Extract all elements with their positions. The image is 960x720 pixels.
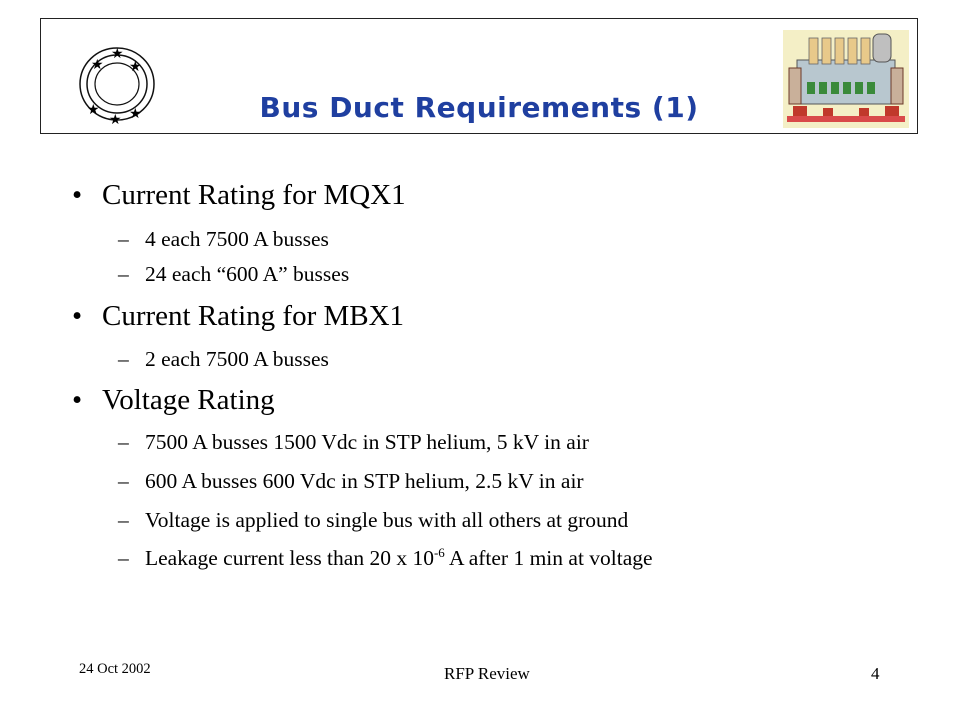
magnet-feedbox-illustration-icon <box>783 30 909 128</box>
footer-date: 24 Oct 2002 <box>79 661 151 677</box>
page-number: 4 <box>871 664 880 683</box>
svg-text:★: ★ <box>129 59 142 75</box>
dash-marker: – <box>118 430 129 454</box>
svg-text:★: ★ <box>91 57 104 73</box>
superscript-exponent: -6 <box>433 544 445 560</box>
sub-bullet-text: 2 each 7500 A busses <box>145 347 329 371</box>
dash-marker: – <box>118 227 129 251</box>
sub-bullet-text: A after 1 min at voltage <box>444 546 653 570</box>
sub-bullet-item <box>118 546 653 571</box>
sub-bullet-item <box>118 508 628 533</box>
bullet-item <box>72 300 404 333</box>
sub-bullet-item <box>118 430 589 455</box>
sub-bullet-text: 24 each “600 A” busses <box>145 262 350 286</box>
page-title: Bus Duct Requirements (1) <box>259 91 699 124</box>
header-box <box>40 18 918 134</box>
footer-title: RFP Review <box>444 664 530 683</box>
svg-text:★: ★ <box>111 46 124 62</box>
svg-text:★: ★ <box>87 102 100 118</box>
bullet-text: Voltage Rating <box>102 384 275 416</box>
bullet-item <box>72 384 275 417</box>
bullet-text: Current Rating for MQX1 <box>102 179 406 211</box>
sub-bullet-text: Leakage current less than 20 x 10 <box>145 546 434 570</box>
sub-bullet-item <box>118 227 329 252</box>
dash-marker: – <box>118 469 129 493</box>
bullet-marker: • <box>72 300 83 332</box>
svg-text:★: ★ <box>109 112 122 124</box>
sub-bullet-text: 4 each 7500 A busses <box>145 227 329 251</box>
sub-bullet-text: Voltage is applied to single bus with all others at ground <box>145 508 629 532</box>
bullet-marker: • <box>72 384 83 416</box>
svg-text:★: ★ <box>129 106 142 122</box>
sub-bullet-text: 600 A busses 600 Vdc in STP helium, 2.5 kV in air <box>145 469 584 493</box>
bullet-marker: • <box>72 179 83 211</box>
sub-bullet-text: 7500 A busses 1500 Vdc in STP helium, 5 kV in air <box>145 430 589 454</box>
dash-marker: – <box>118 546 129 570</box>
dash-marker: – <box>118 347 129 371</box>
bullet-text: Current Rating for MBX1 <box>102 300 405 332</box>
sub-bullet-item <box>118 262 349 287</box>
bullet-item <box>72 179 406 212</box>
sub-bullet-item <box>118 347 329 372</box>
dash-marker: – <box>118 262 129 286</box>
dash-marker: – <box>118 508 129 532</box>
sub-bullet-item <box>118 469 584 494</box>
